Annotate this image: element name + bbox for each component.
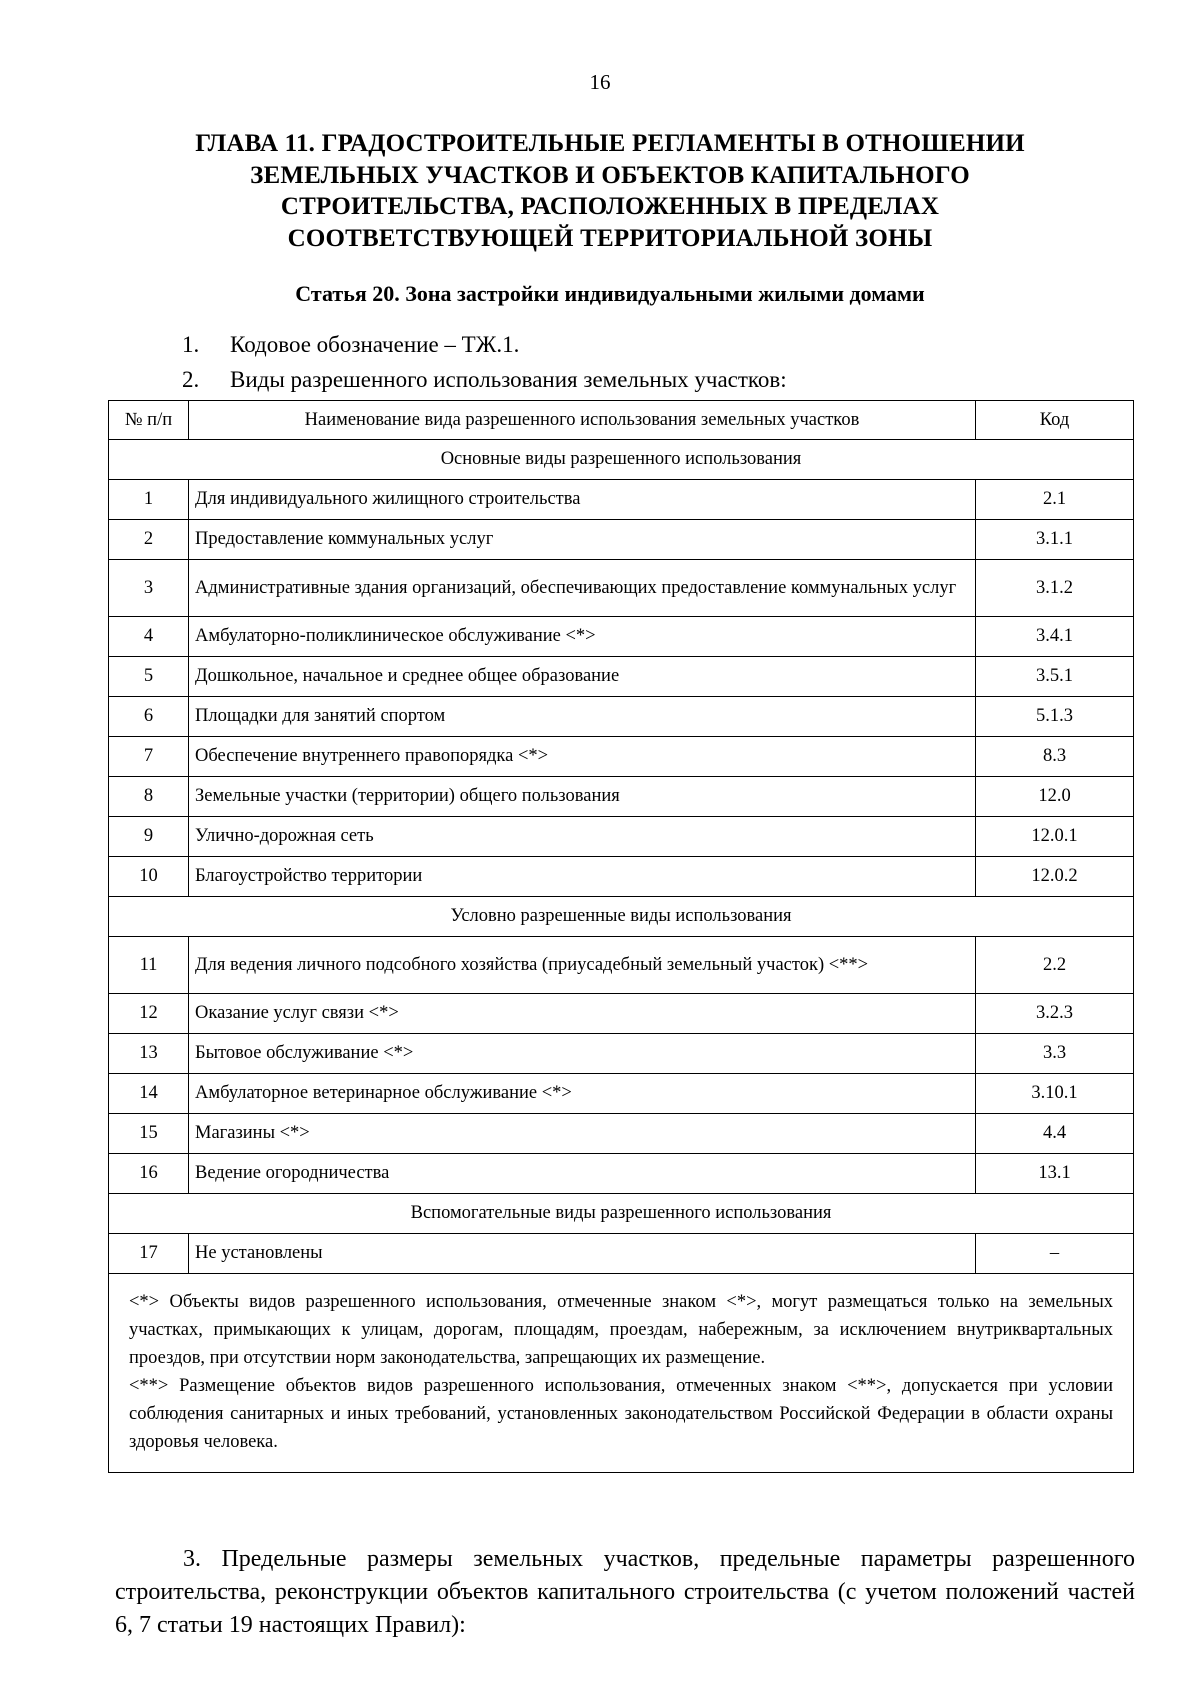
section-title: Основные виды разрешенного использования — [109, 440, 1134, 480]
row-number: 17 — [109, 1234, 189, 1274]
row-number: 2 — [109, 520, 189, 560]
row-number: 6 — [109, 697, 189, 737]
table-row — [109, 657, 1134, 697]
row-use-name: Предоставление коммунальных услуг — [189, 520, 976, 560]
table-header-row — [109, 401, 1134, 440]
table-row — [109, 777, 1134, 817]
intro-item-number: 2. — [182, 367, 200, 392]
row-number: 12 — [109, 994, 189, 1034]
header-number: № п/п — [109, 401, 189, 440]
table-row — [109, 994, 1134, 1034]
section-title: Вспомогательные виды разрешенного использования — [109, 1194, 1134, 1234]
row-use-name: Амбулаторно-поликлиническое обслуживание <*> — [189, 617, 976, 657]
table-body — [109, 440, 1134, 1274]
row-use-name: Ведение огородничества — [189, 1154, 976, 1194]
header-code: Код — [976, 401, 1134, 440]
row-code: 8.3 — [976, 737, 1134, 777]
row-code: 12.0 — [976, 777, 1134, 817]
table-row — [109, 857, 1134, 897]
row-number: 7 — [109, 737, 189, 777]
row-number: 3 — [109, 560, 189, 617]
row-use-name: Земельные участки (территории) общего пользования — [189, 777, 976, 817]
paragraph-3: 3. Предельные размеры земельных участков, предельные параметры разрешенного строительства, реконструкции объектов капитального строительства (с учетом положений частей 6, 7 статьи 19 настоящих Правил): — [115, 1546, 1135, 1638]
row-code: 3.1.1 — [976, 520, 1134, 560]
note-single-asterisk: <*> Объекты видов разрешенного использования, отмеченные знаком <*>, могут размещаться только на земельных участках, примыкающих к улицам, дорогам, площадям, проездам, набережным, за исключением внутриквартальных проездов, при отсутствии норм законодательства, запрещающих их размещение. — [129, 1292, 1113, 1368]
table-row — [109, 697, 1134, 737]
row-number: 15 — [109, 1114, 189, 1154]
row-code: 12.0.2 — [976, 857, 1134, 897]
table-row — [109, 617, 1134, 657]
row-number: 16 — [109, 1154, 189, 1194]
row-code: 4.4 — [976, 1114, 1134, 1154]
row-code: 3.5.1 — [976, 657, 1134, 697]
row-use-name: Бытовое обслуживание <*> — [189, 1034, 976, 1074]
row-code: 3.4.1 — [976, 617, 1134, 657]
row-use-name: Площадки для занятий спортом — [189, 697, 976, 737]
table-row — [109, 560, 1134, 617]
row-code: – — [976, 1234, 1134, 1274]
section-title: Условно разрешенные виды использования — [109, 897, 1134, 937]
row-code: 3.1.2 — [976, 560, 1134, 617]
header-name: Наименование вида разрешенного использования земельных участков — [189, 401, 976, 440]
row-use-name: Улично-дорожная сеть — [189, 817, 976, 857]
section-row — [109, 897, 1134, 937]
section-row — [109, 440, 1134, 480]
row-use-name: Амбулаторное ветеринарное обслуживание <*> — [189, 1074, 976, 1114]
intro-list — [182, 327, 787, 397]
table-row — [109, 1114, 1134, 1154]
row-code: 3.2.3 — [976, 994, 1134, 1034]
note-double-asterisk: <**> Размещение объектов видов разрешенного использования, отмеченных знаком <**>, допускается при условии соблюдения санитарных и иных требований, установленных законодательством Российской Федерации в области охраны здоровья человека. — [129, 1376, 1113, 1452]
notes-row — [109, 1274, 1134, 1473]
section-row — [109, 1194, 1134, 1234]
row-use-name: Магазины <*> — [189, 1114, 976, 1154]
intro-item-number: 1. — [182, 332, 200, 357]
table-row — [109, 737, 1134, 777]
intro-item — [182, 327, 787, 362]
row-use-name: Благоустройство территории — [189, 857, 976, 897]
row-number: 10 — [109, 857, 189, 897]
row-use-name: Дошкольное, начальное и среднее общее образование — [189, 657, 976, 697]
intro-item — [182, 362, 787, 397]
row-number: 8 — [109, 777, 189, 817]
row-use-name: Не установлены — [189, 1234, 976, 1274]
row-code: 3.3 — [976, 1034, 1134, 1074]
row-code: 13.1 — [976, 1154, 1134, 1194]
intro-item-text: Виды разрешенного использования земельных участков: — [230, 367, 787, 392]
table-row — [109, 1074, 1134, 1114]
row-code: 3.10.1 — [976, 1074, 1134, 1114]
table-row — [109, 817, 1134, 857]
table-row — [109, 480, 1134, 520]
page-number: 16 — [589, 70, 611, 94]
table-row — [109, 520, 1134, 560]
row-number: 14 — [109, 1074, 189, 1114]
row-code: 2.1 — [976, 480, 1134, 520]
intro-item-text: Кодовое обозначение – ТЖ.1. — [230, 332, 520, 357]
row-number: 11 — [109, 937, 189, 994]
row-use-name: Для ведения личного подсобного хозяйства (приусадебный земельный участок) <**> — [189, 937, 976, 994]
table-row — [109, 937, 1134, 994]
row-number: 4 — [109, 617, 189, 657]
row-use-name: Обеспечение внутреннего правопорядка <*> — [189, 737, 976, 777]
table-row — [109, 1154, 1134, 1194]
row-use-name: Для индивидуального жилищного строительства — [189, 480, 976, 520]
row-number: 9 — [109, 817, 189, 857]
row-use-name: Административные здания организаций, обеспечивающих предоставление коммунальных услуг — [189, 560, 976, 617]
table-notes — [109, 1274, 1134, 1473]
row-code: 5.1.3 — [976, 697, 1134, 737]
row-number: 5 — [109, 657, 189, 697]
article-title: Статья 20. Зона застройки индивидуальными жилыми домами — [295, 281, 925, 306]
row-use-name: Оказание услуг связи <*> — [189, 994, 976, 1034]
row-number: 1 — [109, 480, 189, 520]
row-code: 12.0.1 — [976, 817, 1134, 857]
row-number: 13 — [109, 1034, 189, 1074]
row-code: 2.2 — [976, 937, 1134, 994]
table-row — [109, 1034, 1134, 1074]
table-row — [109, 1234, 1134, 1274]
land-use-table — [108, 400, 1134, 1473]
chapter-title: ГЛАВА 11. ГРАДОСТРОИТЕЛЬНЫЕ РЕГЛАМЕНТЫ В ОТНОШЕНИИ ЗЕМЕЛЬНЫХ УЧАСТКОВ И ОБЪЕКТОВ КАПИТАЛЬНОГО СТРОИТЕЛЬСТВА, РАСПОЛОЖЕННЫХ В ПРЕДЕЛАХ СООТВЕТСТВУЮЩЕЙ ТЕРРИТОРИАЛЬНОЙ ЗОНЫ — [195, 130, 1025, 252]
